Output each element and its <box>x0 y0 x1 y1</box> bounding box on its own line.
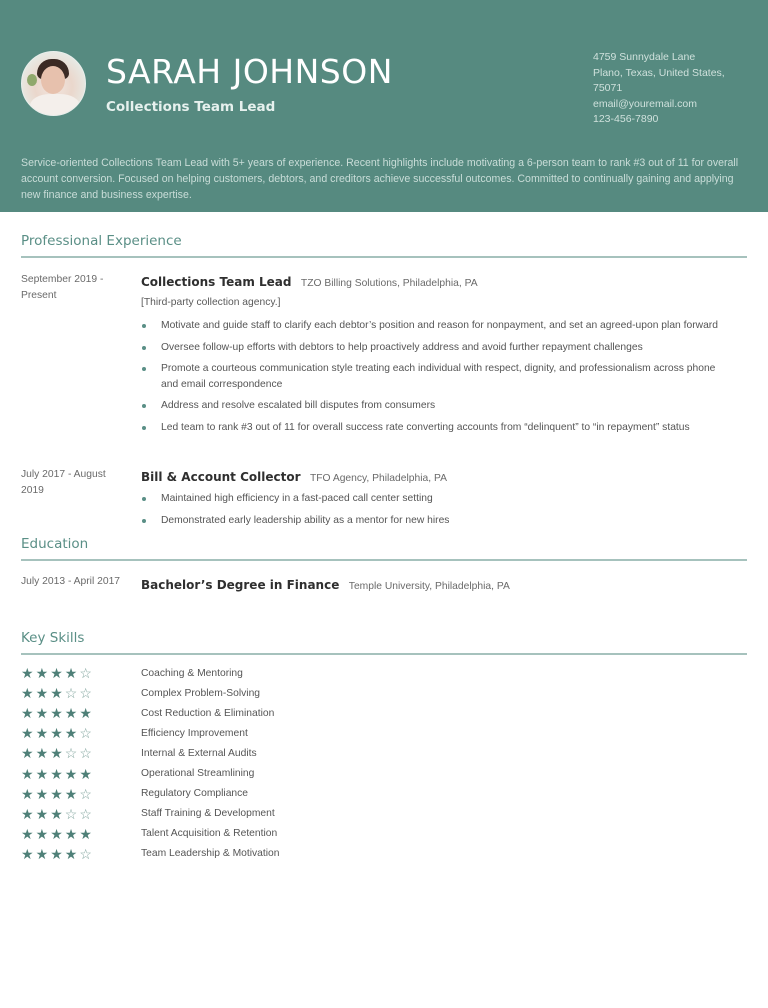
star-filled-icon: ★ <box>35 725 49 742</box>
star-filled-icon: ★ <box>35 825 49 842</box>
star-filled-icon: ★ <box>21 685 34 702</box>
degree: Bachelor’s Degree in Finance <box>141 578 340 592</box>
bullet-text: Demonstrated early leadership ability as a mentor for new hires <box>161 514 450 526</box>
list-item <box>141 318 731 334</box>
address-line-1: 4759 Sunnydale Lane <box>593 51 696 63</box>
bullet-text: Motivate and guide staff to clarify each debtor’s position and reason for nonpayment, and set an agreed-upon plan forward <box>161 320 718 331</box>
star-filled-icon: ★ <box>21 665 34 682</box>
star-filled-icon: ★ <box>21 705 34 722</box>
section-divider <box>21 653 747 655</box>
job-bullet-list <box>141 318 731 441</box>
job-role: Collections Team Lead <box>141 275 292 289</box>
star-filled-icon: ★ <box>21 745 34 762</box>
skill-row <box>21 723 421 743</box>
education-heading <box>141 576 510 596</box>
star-filled-icon: ★ <box>21 785 34 802</box>
list-item <box>141 420 731 436</box>
bullet-icon <box>142 497 146 501</box>
star-filled-icon: ★ <box>35 845 49 862</box>
bullet-icon <box>142 346 146 350</box>
section-title-education: Education <box>21 536 89 552</box>
star-filled-icon: ★ <box>50 665 63 682</box>
star-filled-icon: ★ <box>21 725 34 742</box>
bullet-icon <box>142 519 146 523</box>
avatar-shirt <box>30 94 80 116</box>
bullet-icon <box>142 426 146 430</box>
avatar-background-plant <box>27 74 37 86</box>
list-item <box>141 491 731 507</box>
star-filled-icon: ★ <box>50 685 63 702</box>
list-item <box>141 340 731 356</box>
star-filled-icon: ★ <box>64 705 78 722</box>
skill-name: Team Leadership & Motivation <box>141 848 280 860</box>
star-filled-icon: ★ <box>64 725 78 742</box>
skill-name: Operational Streamlining <box>141 768 255 780</box>
skill-name: Cost Reduction & Elimination <box>141 707 275 719</box>
star-filled-icon: ★ <box>21 825 34 842</box>
star-filled-icon: ★ <box>50 825 63 842</box>
skill-row <box>21 683 421 703</box>
skill-name: Talent Acquisition & Retention <box>141 828 278 840</box>
star-empty-icon: ☆ <box>79 845 92 862</box>
star-filled-icon: ★ <box>35 705 49 722</box>
section-divider <box>21 256 747 258</box>
star-empty-icon: ☆ <box>79 725 92 742</box>
address-line-2: Plano, Texas, United States, <box>593 66 725 79</box>
candidate-name: SARAH JOHNSON <box>106 52 393 91</box>
star-empty-icon: ☆ <box>79 685 92 702</box>
skill-rating <box>21 666 141 680</box>
star-filled-icon: ★ <box>35 685 49 702</box>
star-empty-icon: ☆ <box>64 745 78 762</box>
section-title-experience: Professional Experience <box>21 233 182 249</box>
star-filled-icon: ★ <box>64 765 78 782</box>
skill-name: Staff Training & Development <box>141 808 275 820</box>
job-dates: July 2017 - August 2019 <box>21 469 106 496</box>
job-note: [Third-party collection agency.] <box>141 297 281 308</box>
star-filled-icon: ★ <box>21 805 34 822</box>
school: Temple University, Philadelphia, PA <box>348 581 510 592</box>
star-filled-icon: ★ <box>64 825 78 842</box>
star-empty-icon: ☆ <box>79 665 92 682</box>
star-filled-icon: ★ <box>50 845 63 862</box>
job-role: Bill & Account Collector <box>141 470 301 484</box>
skill-rating <box>21 706 141 720</box>
section-divider <box>21 559 747 561</box>
star-empty-icon: ☆ <box>79 785 92 802</box>
skill-rating <box>21 746 141 760</box>
job-organization: TFO Agency, Philadelphia, PA <box>309 473 447 484</box>
skill-rating <box>21 767 141 781</box>
skill-rating <box>21 686 141 700</box>
list-item <box>141 398 731 414</box>
bullet-text: Address and resolve escalated bill disputes from consumers <box>161 400 436 411</box>
star-filled-icon: ★ <box>21 845 34 862</box>
skill-row <box>21 784 421 804</box>
avatar-face <box>41 66 65 94</box>
bullet-icon <box>142 367 146 371</box>
skill-name: Regulatory Compliance <box>141 788 249 800</box>
star-empty-icon: ☆ <box>79 805 92 822</box>
star-filled-icon: ★ <box>64 785 78 802</box>
professional-summary: Service-oriented Collections Team Lead with 5+ years of experience. Recent highlights include motivating a 6-person team to rank #3 out of 11 for overall account conversion. Focused on helping customers, debtors, and creditors achieve successful outcomes. Committed to continually gaining and applying new finance and business expertise. <box>21 157 739 201</box>
section-title-skills: Key Skills <box>21 630 85 646</box>
skills-list <box>21 663 421 864</box>
star-filled-icon: ★ <box>64 845 78 862</box>
skill-row <box>21 844 421 864</box>
star-filled-icon: ★ <box>79 825 92 842</box>
skill-row <box>21 804 421 824</box>
star-filled-icon: ★ <box>35 665 49 682</box>
skill-row <box>21 763 421 783</box>
bullet-text: Maintained high efficiency in a fast-paced call center setting <box>161 493 433 504</box>
email-link[interactable]: email@youremail.com <box>593 97 698 110</box>
skill-row <box>21 703 421 723</box>
skill-row <box>21 824 421 844</box>
education-dates: July 2013 - April 2017 <box>21 576 121 587</box>
resume-header <box>0 0 768 212</box>
star-empty-icon: ☆ <box>64 685 78 702</box>
list-item <box>141 361 731 392</box>
postal-code: 75071 <box>593 82 623 95</box>
skill-rating <box>21 847 141 861</box>
list-item <box>141 513 731 529</box>
job-heading <box>141 468 447 488</box>
star-filled-icon: ★ <box>50 785 63 802</box>
skill-row <box>21 663 421 683</box>
bullet-text: Promote a courteous communication style treating each individual with respect, dignity, and professionalism across phone and email correspondence <box>161 363 716 390</box>
skill-name: Coaching & Mentoring <box>141 667 243 679</box>
star-filled-icon: ★ <box>50 725 63 742</box>
star-filled-icon: ★ <box>35 805 49 822</box>
star-empty-icon: ☆ <box>64 805 78 822</box>
star-filled-icon: ★ <box>79 705 92 722</box>
star-filled-icon: ★ <box>21 765 34 782</box>
bullet-text: Oversee follow-up efforts with debtors to help proactively address and avoid further repayment challenges <box>161 341 643 353</box>
skill-rating <box>21 827 141 841</box>
star-filled-icon: ★ <box>50 745 63 762</box>
job-heading <box>141 273 478 293</box>
phone-number: 123-456-7890 <box>593 113 659 126</box>
skill-rating <box>21 787 141 801</box>
skill-rating <box>21 807 141 821</box>
star-filled-icon: ★ <box>50 705 63 722</box>
skill-row <box>21 743 421 763</box>
bullet-icon <box>142 324 146 328</box>
star-filled-icon: ★ <box>79 765 92 782</box>
star-filled-icon: ★ <box>35 785 49 802</box>
star-filled-icon: ★ <box>64 665 78 682</box>
bullet-icon <box>142 404 146 408</box>
bullet-text: Led team to rank #3 out of 11 for overall success rate converting accounts from “delinquent” to “in repayment” status <box>161 421 690 433</box>
avatar <box>21 51 86 116</box>
job-dates: September 2019 - Present <box>21 274 104 301</box>
contact-block <box>593 50 763 128</box>
star-filled-icon: ★ <box>50 765 63 782</box>
star-filled-icon: ★ <box>35 765 49 782</box>
star-filled-icon: ★ <box>50 805 63 822</box>
skill-name: Complex Problem-Solving <box>141 687 261 699</box>
skill-rating <box>21 726 141 740</box>
candidate-title: Collections Team Lead <box>106 99 276 115</box>
job-organization: TZO Billing Solutions, Philadelphia, PA <box>300 278 478 289</box>
star-filled-icon: ★ <box>35 745 49 762</box>
skill-name: Internal & External Audits <box>141 747 257 759</box>
skill-name: Efficiency Improvement <box>141 727 248 739</box>
star-empty-icon: ☆ <box>79 745 92 762</box>
job-bullet-list <box>141 491 731 534</box>
